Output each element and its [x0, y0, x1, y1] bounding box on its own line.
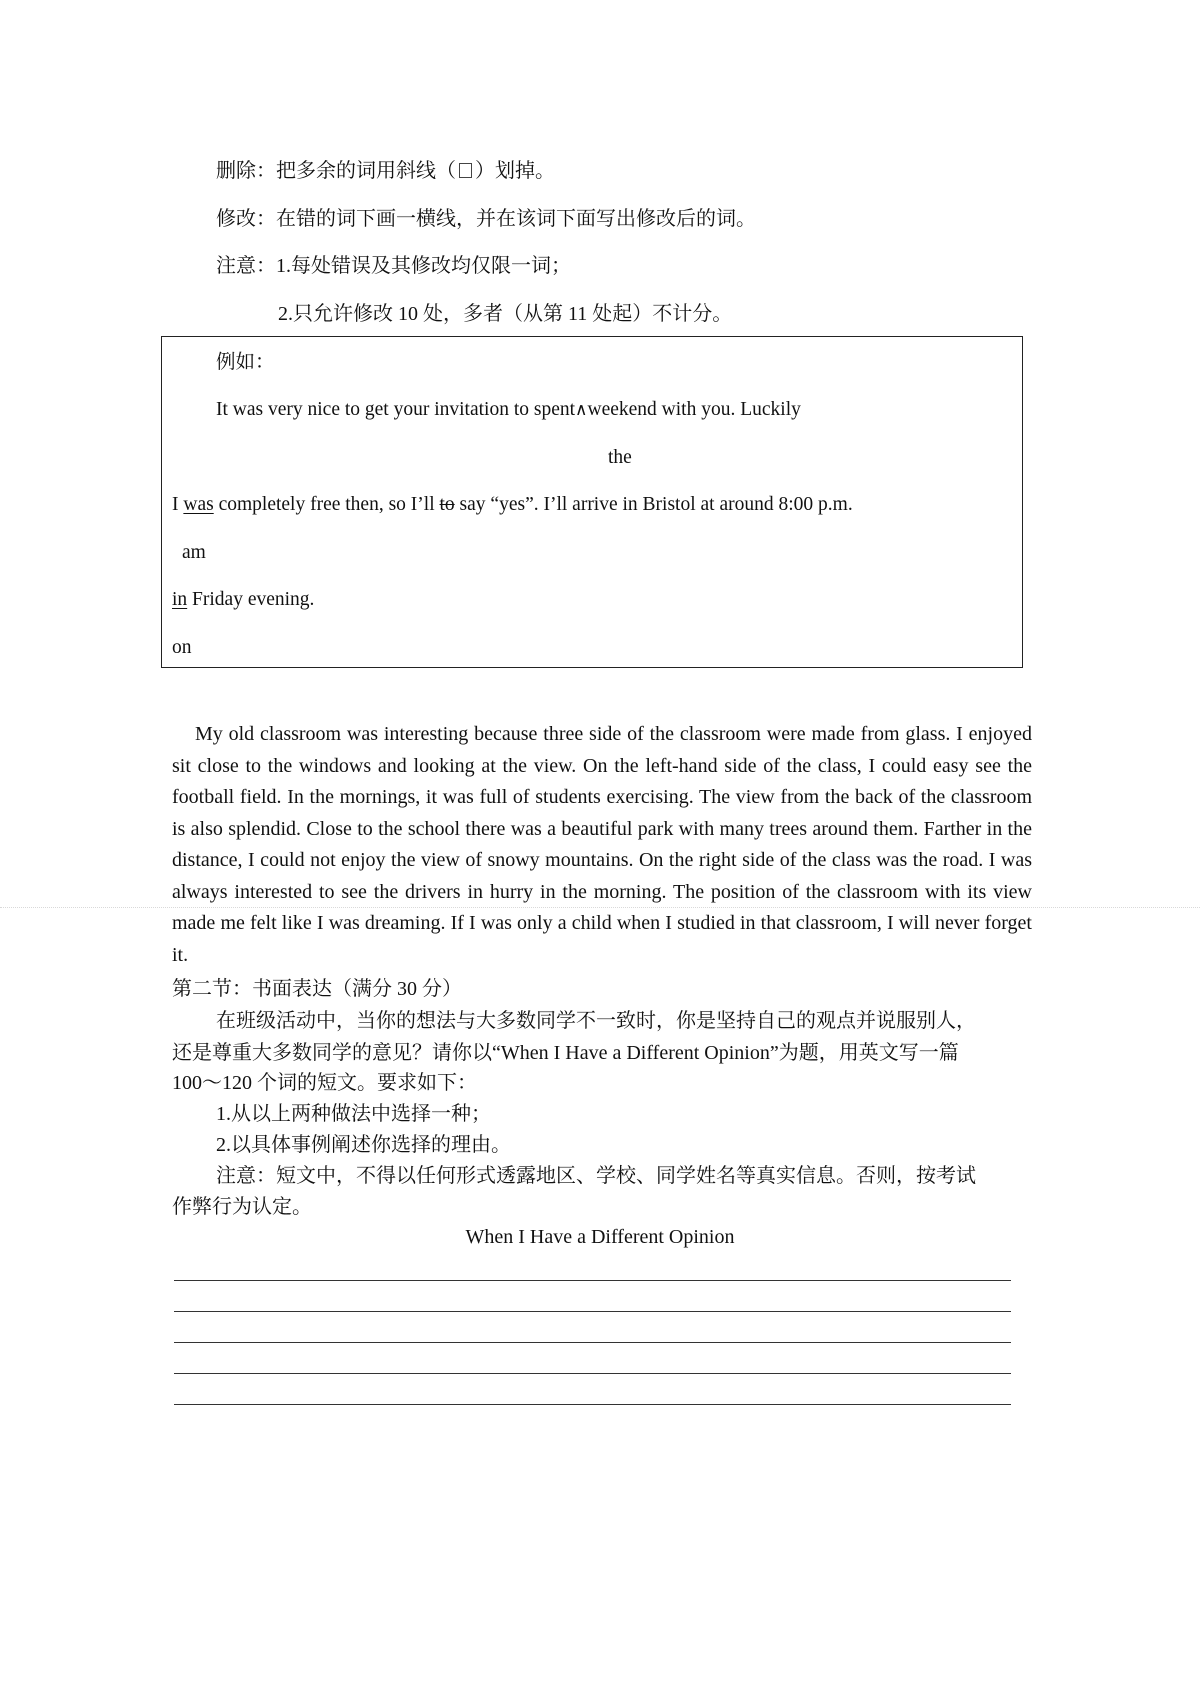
- example-fix-2: on: [172, 637, 192, 658]
- insert-caret-icon: ∧: [575, 400, 588, 420]
- example-line-2-lead: I: [172, 494, 184, 515]
- writing-prompt-2: 还是尊重大多数同学的意见？请你以“When I Have a Different Opinion”为题，用英文写一篇: [172, 1042, 959, 1064]
- underlined-error: was: [183, 494, 214, 515]
- writing-prompt-3: 100～120 个词的短文。要求如下：: [172, 1072, 477, 1094]
- example-line-3: [172, 587, 314, 613]
- slash-box-icon: [459, 163, 472, 178]
- example-line-1-text: It was very nice to get your invitation to spent: [216, 399, 576, 420]
- writing-note-1: 注意：短文中，不得以任何形式透露地区、学校、同学姓名等真实信息。否则，按考试: [216, 1165, 976, 1187]
- note-1: 注意：1.每处错误及其修改均仅限一词；: [216, 255, 571, 277]
- error-correction-passage: My old classroom was interesting because three side of the classroom were made from glass. I enjoyed sit close to the windows and looking at the view. On the left-hand side of the class, I could easy see the football field. In the mornings, it was full of students exercising. The view from the back of the classroom is also splendid. Close to the school there was a beautiful park with many trees around them. Farther in the distance, I could not enjoy the view of snowy mountains. On the right side of the class was the road. I was always interested to see the drivers in hurry in the morning. The position of the classroom with its view made me felt like I was dreaming. If I was only a child when I studied in that classroom, I will never forget it.: [172, 723, 1032, 966]
- underlined-error-2: in: [172, 589, 188, 610]
- example-line-2-rest: say “yes”. I’ll arrive in Bristol at around 8:00 p.m.: [454, 494, 853, 515]
- delete-instruction-text: 删除：把多余的词用斜线（: [216, 160, 456, 182]
- answer-line[interactable]: [174, 1342, 1011, 1343]
- essay-title: When I Have a Different Opinion: [465, 1226, 735, 1248]
- answer-line[interactable]: [174, 1373, 1011, 1374]
- example-fix-1: am: [182, 542, 206, 563]
- example-label: 例如：: [216, 352, 275, 373]
- answer-line[interactable]: [174, 1404, 1011, 1405]
- example-line-3-rest: Friday evening.: [187, 589, 315, 610]
- example-line-1-rest: weekend with you. Luckily: [587, 399, 801, 420]
- writing-note-2: 作弊行为认定。: [172, 1196, 312, 1218]
- answer-line[interactable]: [174, 1280, 1011, 1281]
- writing-prompt-1: 在班级活动中，当你的想法与大多数同学不一致时，你是坚持自己的观点并说服别人，: [216, 1010, 976, 1032]
- modify-instruction: 修改：在错的词下画一横线，并在该词下面写出修改后的词。: [216, 208, 756, 230]
- example-insert-word: the: [608, 447, 632, 468]
- example-line-2-mid: completely free then, so I’ll: [213, 494, 440, 515]
- writing-req-1: 1.从以上两种做法中选择一种；: [216, 1103, 491, 1125]
- struck-word: to: [439, 494, 455, 515]
- example-line-2: [172, 492, 853, 518]
- delete-instruction-tail: ）划掉。: [475, 160, 555, 182]
- example-box: [161, 336, 1023, 668]
- page-divider: [0, 907, 1200, 908]
- answer-line[interactable]: [174, 1311, 1011, 1312]
- note-2: 2.只允许修改 10 处，多者（从第 11 处起）不计分。: [278, 303, 733, 325]
- writing-section-title: 第二节：书面表达（满分 30 分）: [172, 978, 462, 1000]
- writing-req-2: 2.以具体事例阐述你选择的理由。: [216, 1134, 511, 1156]
- delete-instruction: [216, 158, 555, 184]
- example-line-1: [216, 397, 801, 423]
